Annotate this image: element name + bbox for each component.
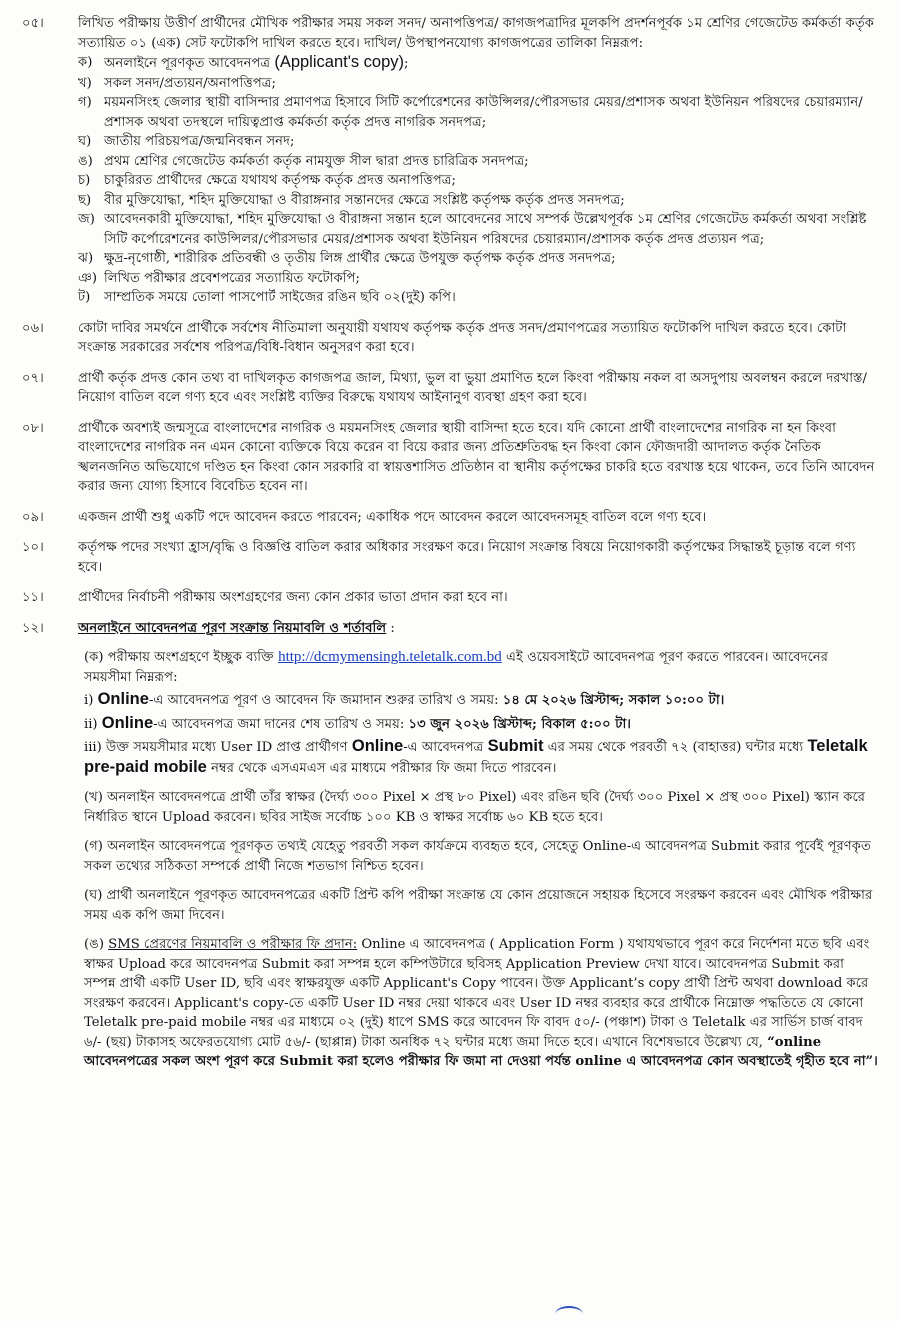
online-term: Online <box>97 690 149 708</box>
section-09 <box>22 508 878 528</box>
section-11-text: প্রার্থীদের নির্বাচনী পরীক্ষায় অংশগ্রহণের জন্য কোন প্রকার ভাতা প্রদান করা হবে না। <box>78 590 508 605</box>
section-06 <box>22 319 878 358</box>
sms-rules-title: SMS প্রেরণের নিয়মাবলি ও পরীক্ষার ফি প্রদান: <box>108 937 358 952</box>
document-list <box>78 53 878 308</box>
list-item-label: ঞ) <box>78 270 98 286</box>
section-number: ০৭। <box>22 370 44 386</box>
list-item-label: খ) <box>78 75 92 91</box>
rule-label: (ঘ) <box>84 888 103 903</box>
timeline-end-text: -এ আবেদনপত্র জমা দানের শেষ তারিখ ও সময়: <box>153 716 405 732</box>
payment-text: নম্বর থেকে এসএমএস এর মাধ্যমে পরীক্ষার ফি জমা দিতে পারবেন। <box>211 760 557 776</box>
list-item-label: ঘ) <box>78 134 92 149</box>
section-10 <box>22 538 878 577</box>
payment-text: -এ আবেদনপত্র <box>403 740 484 755</box>
timeline-end <box>84 714 878 735</box>
rule-label: (খ) <box>84 790 103 805</box>
rule-ka <box>84 648 878 778</box>
rule-label: (গ) <box>84 839 103 854</box>
list-item-label: ট) <box>78 290 91 305</box>
list-item-text: অনলাইনে পূরণকৃত আবেদনপত্র <box>104 56 271 71</box>
rule-gha-text: প্রার্থী অনলাইনে পূরণকৃত আবেদনপত্রের একটি প্রিন্ট কপি পরীক্ষা সংক্রান্ত যে কোন প্রয়োজনে সহায়ক হিসেবে সংরক্ষণ করবেন এবং মৌখিক পরীক্ষার সময় এক কপি জমা দিবেন। <box>84 888 873 923</box>
section-number: ০৮। <box>22 420 44 436</box>
teletalk-term: Teletalk pre-paid mobile <box>84 737 868 776</box>
document-list-item <box>78 269 878 289</box>
payment-text: উক্ত সময়সীমার মধ্যে User ID প্রাপ্ত প্রার্থীগণ <box>106 740 348 755</box>
document-list-item <box>78 210 878 249</box>
rule-ka-pre: পরীক্ষায় অংশগ্রহণে ইচ্ছুক ব্যক্তি <box>107 650 274 665</box>
list-item-text: আবেদনকারী মুক্তিযোদ্ধা, শহিদ মুক্তিযোদ্ধা ও বীরাঙ্গনা সন্তান হলে আবেদনের সাথে সম্পর্ক উল্লেখপূর্বক ১ম শ্রেণির গেজেটেড কর্মকর্তা অথবা সংশ্লিষ্ট সিটি কর্পোরেশনের কাউন্সিলর/পৌরসভার মেয়র/প্রশাসক অথবা ইউনিয়ন পরিষদের চেয়ারম্যান/প্রশাসক কর্তৃক প্রদত্ত প্রত্যয়ন পত্র; <box>104 212 867 247</box>
timeline-label: ii) <box>84 716 98 732</box>
list-item-label: ছ) <box>78 192 92 208</box>
section-05-intro: লিখিত পরীক্ষায় উত্তীর্ণ প্রার্থীদের মৌখিক পরীক্ষার সময় সকল সনদ/ অনাপত্তিপত্র/ কাগজপত্রাদির মূলকপি প্রদর্শনপূর্বক ১ম শ্রেণির গেজেটেড কর্মকর্তা কর্তৃক সত্যায়িত ০১ (এক) সেট ফটোকপি দাখিল করতে হবে। দাখিল/ উপস্থাপনযোগ্য কাগজপত্রের তালিকা নিম্নরূপ: <box>78 16 874 51</box>
section-number: ০৬। <box>22 320 44 336</box>
list-item-text: ময়মনসিংহ জেলার স্থায়ী বাসিন্দার প্রমাণপত্র হিসাবে সিটি কর্পোরেশনের কাউন্সিলর/পৌরসভার মেয়র/প্রশাসক অথবা ইউনিয়ন পরিষদের চেয়ারম্যান/প্রশাসক অথবা তদস্থলে দায়িত্বপ্রাপ্ত কর্মকর্তা কর্তৃক প্রদত্ত নাগরিক সনদপত্র; <box>104 95 863 130</box>
list-item-label: চ) <box>78 173 91 188</box>
section-number: ১০। <box>22 540 44 555</box>
list-item-text: লিখিত পরীক্ষার প্রবেশপত্রের সত্যায়িত ফটোকপি; <box>104 270 360 286</box>
section-12 <box>22 619 878 1072</box>
list-item-label: গ) <box>78 95 92 110</box>
rule-umo <box>84 935 878 1072</box>
list-item-text-en: (Applicant's copy) <box>274 53 405 71</box>
section-number: ০৯। <box>22 509 44 525</box>
document-list-item <box>78 152 878 172</box>
timeline-payment <box>84 737 878 778</box>
section-10-text: কর্তৃপক্ষ পদের সংখ্যা হ্রাস/বৃদ্ধি ও বিজ্ঞপ্তি বাতিল করার অধিকার সংরক্ষণ করে। নিয়োগ সংক্রান্ত বিষয়ে নিয়োগকারী কর্তৃপক্ষের সিদ্ধান্তই চূড়ান্ত বলে গণ্য হবে। <box>78 540 856 575</box>
document-list-item <box>78 53 878 74</box>
section-09-text: একজন প্রার্থী শুধু একটি পদে আবেদন করতে পারবেন; একাধিক পদে আবেদন করলে আবেদনসমূহ বাতিল বলে গণ্য হবে। <box>78 509 707 525</box>
list-item-text: জাতীয় পরিচয়পত্র/জন্মনিবন্ধন সনদ; <box>104 134 295 149</box>
section-07 <box>22 369 878 408</box>
submit-term: Submit <box>487 737 544 755</box>
rule-ga <box>84 837 878 876</box>
list-item-text-end: ; <box>404 56 409 71</box>
list-item-text: বীর মুক্তিযোদ্ধা, শহিদ মুক্তিযোদ্ধা ও বীরাঙ্গনার সন্তানদের ক্ষেত্রে সংশ্লিষ্ট কর্তৃপক্ষ কর্তৃক প্রদত্ত সনদপত্র; <box>104 192 625 208</box>
timeline-start-text: -এ আবেদনপত্র পূরণ ও আবেদন ফি জমাদান শুরুর তারিখ ও সময়: <box>148 693 499 708</box>
document-list-item <box>78 249 878 269</box>
document-list-item <box>78 191 878 211</box>
rule-ka-post: এই ওয়েবসাইটে আবেদনপত্র পূরণ করতে পারবেন। আবেদনের সময়সীমা নিম্নরূপ: <box>84 650 828 685</box>
document-list-item <box>78 74 878 94</box>
rule-gha <box>84 886 878 925</box>
section-number: ০৫। <box>22 16 44 31</box>
section-12-heading: অনলাইনে আবেদনপত্র পূরণ সংক্রান্ত নিয়মাবলি ও শর্তাবলি <box>78 620 387 636</box>
list-item-text: চাকুরিরত প্রার্থীদের ক্ষেত্রে যথাযথ কর্তৃপক্ষ কর্তৃক প্রদত্ত অনাপত্তিপত্র; <box>104 173 456 188</box>
list-item-text: ক্ষুদ্র-নৃগোষ্ঠী, শারীরিক প্রতিবন্ধী ও তৃতীয় লিঙ্গ প্রার্থীর ক্ষেত্রে উপযুক্ত কর্তৃপক্ষ কর্তৃক প্রদত্ত সনদপত্র; <box>104 251 616 266</box>
list-item-label: জ) <box>78 212 95 227</box>
rule-kha <box>84 788 878 827</box>
rule-kha-text: অনলাইন আবেদনপত্রে প্রার্থী তাঁর স্বাক্ষর (দৈর্ঘ্য ৩০০ Pixel × প্রস্থ ৮০ Pixel) এবং রঙিন ছবি (দৈর্ঘ্য ৩০০ Pixel × প্রস্থ ৩০০ Pixel) স্ক্যান করে নির্ধারিত স্থানে Upload করবেন। ছবির সাইজ সর্বোচ্চ ১০০ KB ও স্বাক্ষর সর্বোচ্চ ৬০ KB হতে হবে। <box>84 790 866 825</box>
section-08-text: প্রার্থীকে অবশ্যই জন্মসূত্রে বাংলাদেশের নাগরিক ও ময়মনসিংহ জেলার স্থায়ী বাসিন্দা হতে হবে। যদি কোনো প্রার্থী বাংলাদেশের নাগরিক না হন কিংবা বাংলাদেশের নাগরিক নন এমন কোনো ব্যক্তিকে বিয়ে করেন বা বিয়ে করার জন্য প্রতিশ্রুতিবদ্ধ হন কিংবা কোন ফৌজদারী আদালত কর্তৃক নৈতিক স্খলনজনিত অভিযোগে দণ্ডিত হন কিংবা কোন সরকারি বা স্বায়ত্তশাসিত প্রতিষ্ঠান বা স্থানীয় কর্তৃপক্ষের চাকরি হতে বরখাস্ত হয়ে থাকেন, তবে তিনি আবেদন করার জন্য যোগ্য হিসাবে বিবেচিত হবেন না। <box>78 420 875 494</box>
document-list-item <box>78 171 878 191</box>
sms-rules-warning: “online আবেদনপত্রের সকল অংশ পূরণ করে Submit করা হলেও পরীক্ষার ফি জমা না দেওয়া পর্যন্ত online এ আবেদনপত্র কোন অবস্থাতেই গৃহীত হবে না”। <box>84 1034 878 1069</box>
section-number: ১২। <box>22 620 44 636</box>
rule-label: (ক) <box>84 650 104 665</box>
rule-label: (ঙ) <box>84 937 104 952</box>
section-07-text: প্রার্থী কর্তৃক প্রদত্ত কোন তথ্য বা দাখিলকৃত কাগজপত্র জাল, মিথ্যা, ভুল বা ভুয়া প্রমাণিত হলে কিংবা পরীক্ষায় নকল বা অসদুপায় অবলম্বন করলে দরখাস্ত/নিয়োগ বাতিল বলে গণ্য হবে এবং সংশ্লিষ্ট ব্যক্তির বিরুদ্ধে যথাযথ আইনানুগ ব্যবস্থা গ্রহণ করা হবে। <box>78 370 867 405</box>
document-list-item <box>78 93 878 132</box>
timeline-start <box>84 690 878 711</box>
section-05 <box>22 14 878 308</box>
timeline-label: iii) <box>84 740 102 755</box>
start-date: ১৪ মে ২০২৬ খ্রিস্টাব্দ; সকাল ১০:০০ টা। <box>502 693 725 708</box>
list-item-text: প্রথম শ্রেণির গেজেটেড কর্মকর্তা কর্তৃক নামযুক্ত সীল দ্বারা প্রদত্ত চারিত্রিক সনদপত্র; <box>104 153 529 169</box>
section-06-text: কোটা দাবির সমর্থনে প্রার্থীকে সর্বশেষ নীতিমালা অনুযায়ী যথাযথ কর্তৃপক্ষ কর্তৃক প্রদত্ত সনদ/প্রমাণপত্রের সত্যায়িত ফটোকপি দাখিল করতে হবে। কোটা সংক্রান্ত সরকারের সর্বশেষ পরিপত্র/বিধি-বিধান অনুসরণ করা হবে। <box>78 320 847 355</box>
section-08 <box>22 419 878 497</box>
list-item-label: ঙ) <box>78 153 93 169</box>
online-term: Online <box>351 737 404 755</box>
heading-colon: : <box>386 620 395 636</box>
list-item-text: সকল সনদ/প্রত্যয়ন/অনাপত্তিপত্র; <box>104 75 276 91</box>
sms-rules-text: Online এ আবেদনপত্র ( Application Form ) যথাযথভাবে পূরণ করে নির্দেশনা মতে ছবি এবং স্বাক্ষর Upload করে আবেদনপত্র Submit করা সম্পন্ন হলে কম্পিউটারে ছবিসহ Application Preview দেখা যাবে। আবেদনপত্র Submit করা সম্পন্ন প্রার্থী একটি User ID, ছবি এবং স্বাক্ষরযুক্ত একটি Applicant's Copy পাবেন। উক্ত Applicant’s copy প্রার্থী প্রিন্ট অথবা download করে সংরক্ষণ করবেন। Applicant's copy-তে একটি User ID নম্বর দেয়া থাকবে এবং User ID নম্বর ব্যবহার করে প্রার্থীকে নিম্নোক্ত পদ্ধতিতে যে কোনো Teletalk pre-paid mobile নম্বর এর মাধ্যমে ০২ (দুই) ধাপে SMS করে আবেদন ফি বাবদ ৫০/- (পঞ্চাশ) টাকা ও Teletalk এর সার্ভিস চার্জ বাবদ ৬/- (ছয়) টাকাসহ অফেরতযোগ্য মোট ৫৬/- (ছাপ্পান্ন) টাকা অনধিক ৭২ ঘন্টার মধ্যে জমা দিতে হবে। এখানে বিশেষভাবে উল্লেখ্য যে, <box>84 937 870 1050</box>
section-11 <box>22 588 878 608</box>
list-item-label: ঝ) <box>78 251 94 266</box>
list-item-text: সাম্প্রতিক সময়ে তোলা পাসপোর্ট সাইজের রঙিন ছবি ০২(দুই) কপি। <box>104 290 456 305</box>
section-number: ১১। <box>22 590 44 605</box>
online-term: Online <box>101 713 154 732</box>
document-list-item <box>78 288 878 308</box>
document-list-item <box>78 132 878 152</box>
list-item-label: ক) <box>78 55 93 70</box>
end-date: ১৩ জুন ২০২৬ খ্রিস্টাব্দ; বিকাল ৫:০০ টা। <box>408 716 631 732</box>
payment-text: এর সময় থেকে পরবর্তী ৭২ (বাহাত্তর) ঘন্টার মধ্যে <box>547 740 804 755</box>
application-website-link[interactable]: http://dcmymensingh.teletalk.com.bd <box>278 649 502 665</box>
timeline-label: i) <box>84 693 94 708</box>
rule-ga-text: অনলাইন আবেদনপত্রে পূরণকৃত তথ্যই যেহেতু পরবর্তী সকল কার্যক্রমে ব্যবহৃত হবে, সেহেতু Online-এ আবেদনপত্র Submit করার পূর্বেই পূরণকৃত সকল তথ্যের সঠিকতা সম্পর্কে প্রার্থী নিজে শতভাগ নিশ্চিত হবেন। <box>84 839 871 874</box>
